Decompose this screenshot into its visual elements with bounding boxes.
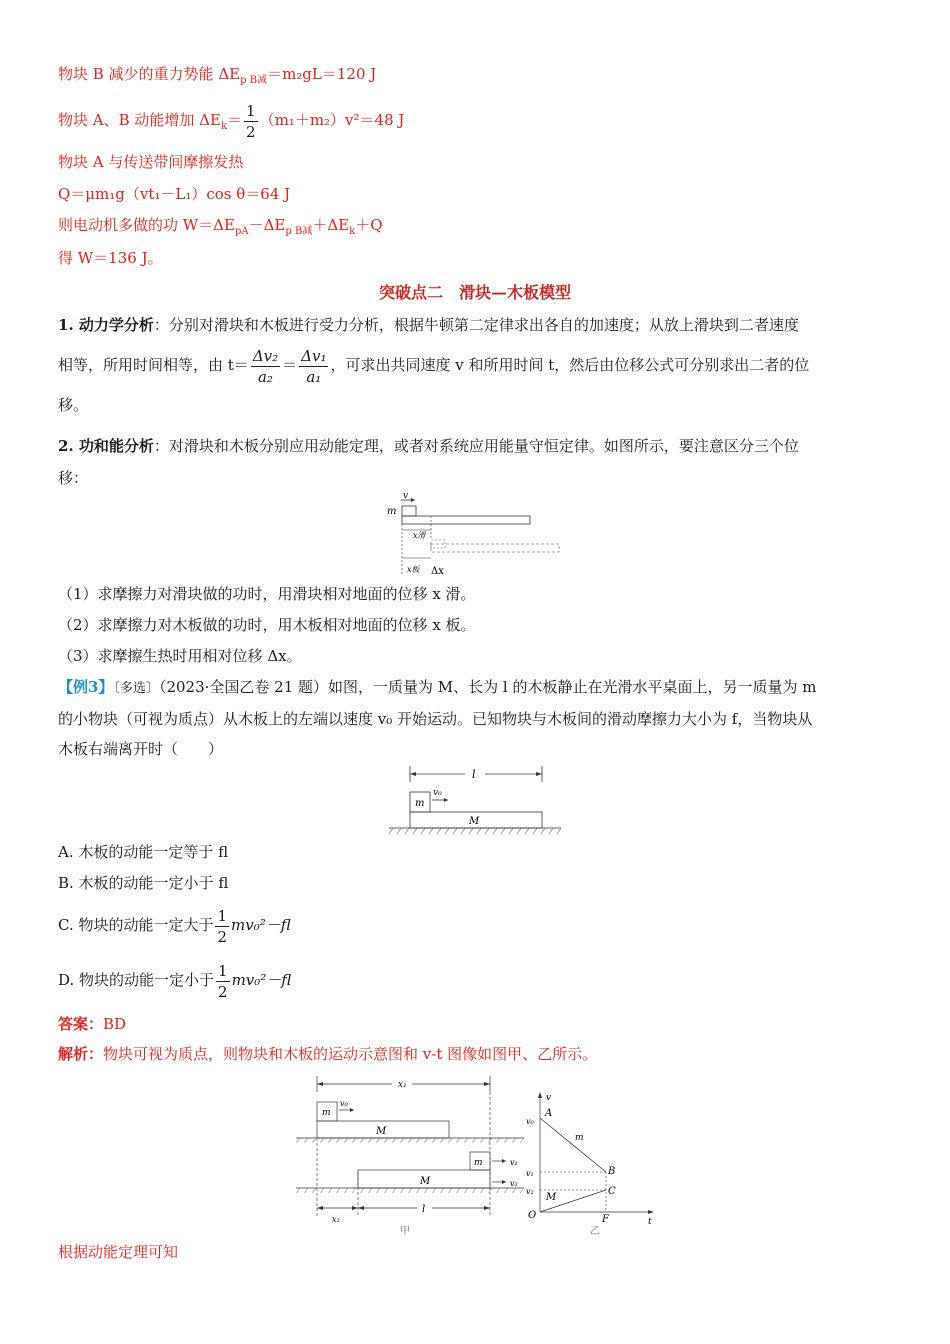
- fig4-O-label: O: [528, 1210, 537, 1221]
- fig1-v-label: v: [403, 491, 409, 501]
- fig3-x1-label: x₁: [398, 1080, 407, 1090]
- answer-line: 答案：BD: [58, 1015, 127, 1033]
- fig3-caption: 甲: [400, 1226, 410, 1237]
- fig4-t-label: t: [648, 1217, 652, 1227]
- fig3-m2-label: m: [474, 1158, 483, 1168]
- option-d[interactable]: D. 物块的动能一定小于 $\frac{1}{2}$ mv₀²－fl: [58, 961, 292, 1001]
- fig2-l-label: l: [472, 768, 476, 781]
- solution-line-3: 物块 A 与传送带间摩擦发热: [58, 153, 244, 171]
- fig3-M1-label: M: [376, 1126, 387, 1137]
- solution-line-6: 得 W＝136 J。: [58, 249, 163, 267]
- fig4-C-label: C: [608, 1186, 616, 1197]
- solution-line-1: 物块 B 减少的重力势能 $\Delta E_{p B减}=m_2gL=120$ J: [58, 65, 377, 86]
- fig2-v0-label: v₀: [433, 788, 442, 798]
- fig1-m-label: m: [387, 506, 397, 517]
- fig4-caption: 乙: [590, 1226, 600, 1237]
- motion-diagram-jia: [292, 1072, 532, 1237]
- fig1-dx-label: Δx: [431, 566, 444, 577]
- fig4-F-label: F: [602, 1214, 609, 1225]
- vt-graph-yi: [520, 1088, 660, 1238]
- fig1-xhua-label: x滑: [413, 531, 426, 540]
- note-1: （1）求摩擦力对滑块做的功时，用滑块相对地面的位移 x 滑。: [58, 585, 476, 603]
- fig4-m-label: m: [575, 1133, 584, 1143]
- fig1-xban-label: x板: [407, 565, 420, 574]
- note-2: （2）求摩擦力对木板做的功时，用木板相对地面的位移 x 板。: [58, 616, 476, 634]
- note-3: （3）求摩擦生热时用相对位移 Δx。: [58, 647, 302, 665]
- fig2-m-label: m: [415, 798, 425, 809]
- displacement-figure: [385, 490, 570, 578]
- fig3-x2-label: x₂: [332, 1215, 340, 1224]
- fig4-M-label: M: [546, 1192, 557, 1203]
- option-b[interactable]: B. 木板的动能一定小于 fl: [58, 874, 229, 892]
- option-a[interactable]: A. 木板的动能一定等于 fl: [58, 843, 229, 861]
- energy-paragraph: 2. 功和能分析：对滑块和木板分别应用动能定理，或者对系统应用能量守恒定律。如图所示，要注意区分三个位 移：: [58, 437, 799, 487]
- fig3-l-label: l: [422, 1204, 426, 1215]
- fig4-A-label: A: [545, 1108, 553, 1119]
- fig4-line-m: [540, 1118, 606, 1172]
- footer-line: 根据动能定理可知: [58, 1243, 179, 1261]
- fig3-M2-label: M: [420, 1176, 431, 1187]
- solution-line-2: 物块 A、B 动能增加 $\Delta E_k=$ $\frac{1}{2}$ （m₁＋m₂）v²＝48 J: [58, 101, 405, 141]
- fig1-board: [402, 516, 530, 524]
- fig4-v2-label: v₂: [526, 1187, 534, 1196]
- solution-line-4: Q＝μm₁g（vt₁－L₁）cos θ＝64 J: [58, 185, 291, 203]
- section-heading: 突破点二 滑块—木板模型: [378, 283, 571, 302]
- fig4-B-label: B: [608, 1166, 616, 1177]
- fig4-v0-label: v₀: [526, 1117, 534, 1126]
- option-c[interactable]: C. 物块的动能一定大于 $\frac{1}{2}$ mv₀²－fl: [58, 906, 291, 946]
- fig4-v-label: v: [546, 1093, 552, 1103]
- fig4-v1-label: v₁: [526, 1169, 534, 1178]
- example-3: 【例3】〔多选〕（2023·全国乙卷 21 题）如图，一质量为 M、长为 l 的木板静止在光滑水平桌面上，另一质量为 m 的小物块（可视为质点）从木板上的左端以速度 v₀ 开始运动。已知物块与木板间的滑动摩擦力大小为 f，当物块从 木板右端离开时（ ）: [58, 678, 817, 758]
- board-figure: [385, 762, 565, 837]
- fig3-m1-label: m: [322, 1108, 331, 1118]
- fig3-v1-label: v₁: [510, 1158, 518, 1167]
- fig3-v2-label: v₂: [510, 1179, 518, 1188]
- analysis-line: 解析：物块可视为质点，则物块和木板的运动示意图和 v-t 图像如图甲、乙所示。: [58, 1045, 598, 1063]
- fig3-v0-label: v₀: [340, 1099, 348, 1108]
- dynamics-paragraph: 1. 动力学分析：分别对滑块和木板进行受力分析，根据牛顿第二定律求出各自的加速度；从放上滑块到二者速度 相等，所用时间相等，由 t＝ $\frac{\text{Δv₂}}{\text{a₂}}$ ＝ $\frac{\text{Δv₁}}{\text{a₁}}$ ，可求出共同速度 v 和所用时间 t，然后由位移公式可分别求出二者的位 移。: [58, 316, 810, 414]
- fig2-M-label: M: [469, 816, 480, 827]
- fig1-block: [402, 506, 416, 516]
- solution-line-5: 则电动机多做的功 $W=\Delta E_{pA}-\Delta E_{p B减}+\Delta E_k+Q$: [58, 216, 383, 237]
